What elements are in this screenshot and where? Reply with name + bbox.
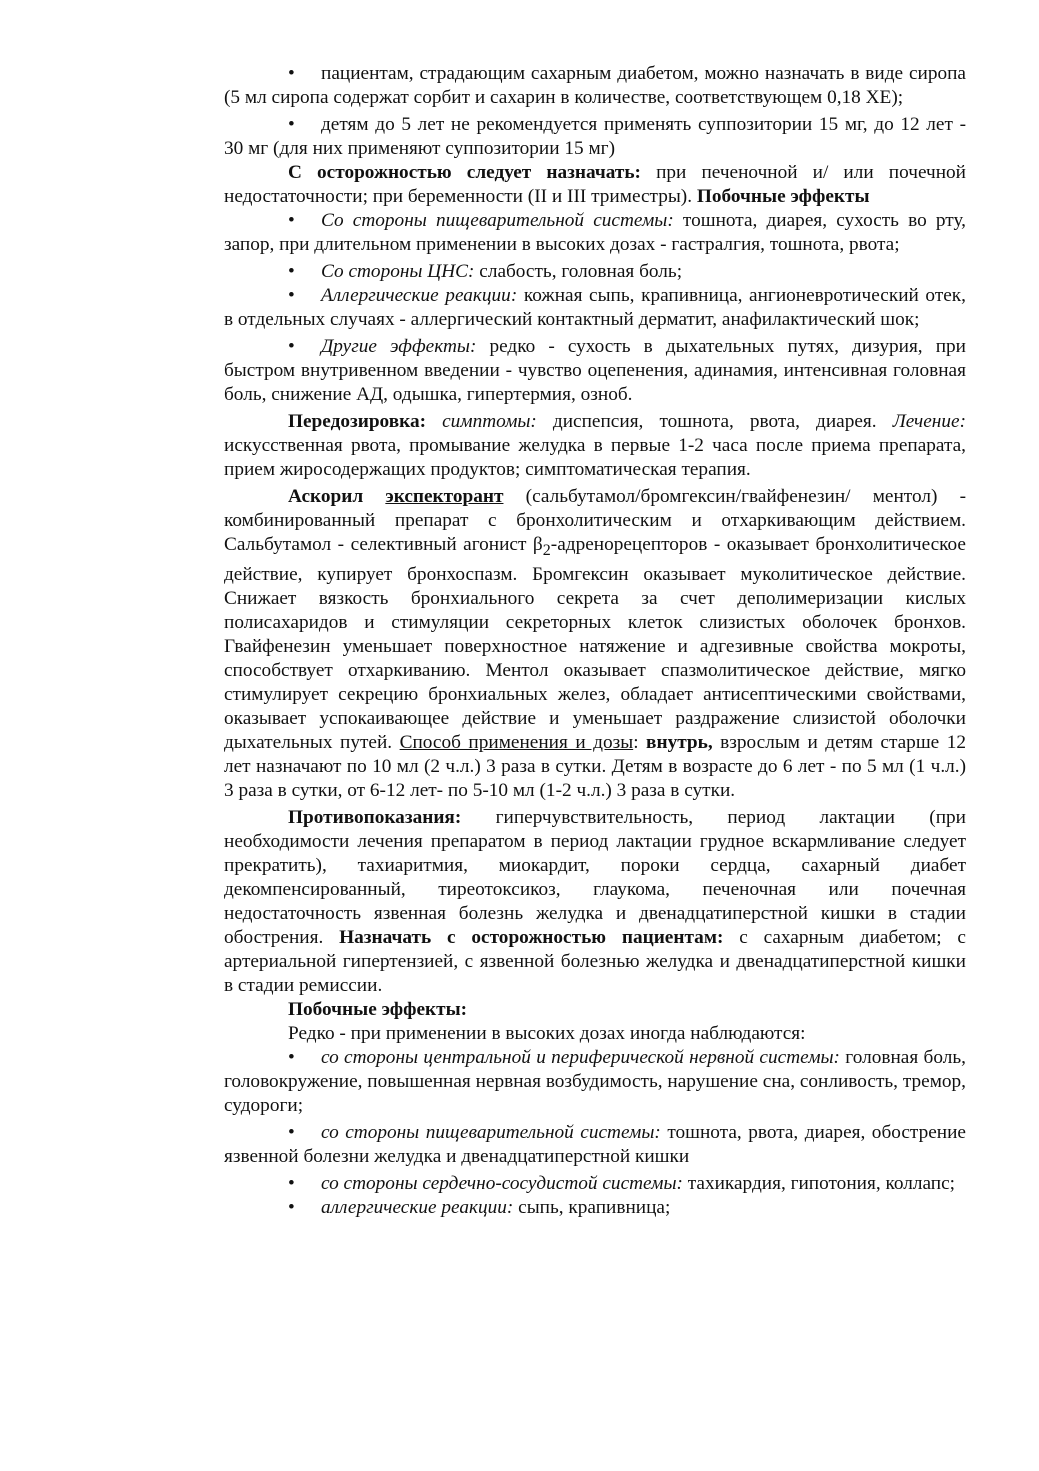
text: детям до 5 лет не рекомендуется применять суппозитории 15 мг, до 12 лет - 30 мг (для них применяют суппозитории 15 мг) [224,114,966,159]
text: взрослым и детям старше 12 лет назначают по 10 мл (2 ч.л.) 3 раза в сутки. Детям в возрасте до 6 лет - по 5 мл (1 ч.л.) 3 раза в сутки, от 6-12 лет- по 5-10 мл (1-2 ч.л.) 3 раза в сутки. [224,731,967,801]
text: тахикардия, гипотония, коллапс; [682,1172,956,1194]
bullet: • [288,1196,295,1218]
bullet: • [288,1172,295,1194]
italic-text: Аллергические реакции: [321,285,518,306]
text: -адренорецепторов - оказывает бронхолитическое действие, купирует бронхоспазм. Бромгексин оказывает муколитическое действие. Снижает вязкость бронхиального секрета за счет деполимеризации кислых полисахаридов и стимуляции секреторных клеток слизистых оболочек бронхов. Гвайфенезин уменьшает поверхностное натяжение и адгезивные свойства мокроты, способствует отхаркиванию. Ментол оказывает спазмолитическое действие, мягко стимулирует секрецию бронхиальных желез, обладает антисептическими свойствами, оказывает успокаивающее действие и уменьшает раздражение слизистой оболочки дыхательных путей. [224,534,966,753]
text: при печеночной и/ или почечной недостаточности; при беременности (II и III триместры). [224,162,967,207]
text: слабость, головная боль; [474,261,683,282]
bold-underlined-text: экспекторант [385,486,504,507]
italic-text: Лечение: [892,411,966,432]
text: кожная сыпь, крапивница, ангионевротический отек, в отдельных случаях - аллергический контактный дерматит, анафилактический шок; [224,285,966,330]
text: (сальбутамол/бромгексин/гвайфенезин/ ментол) - комбинированный препарат с бронхолитическим и отхаркивающим действием. Сальбутамол - селективный агонист β [224,486,966,555]
bullet: • [288,261,295,282]
list-item [224,1196,966,1220]
list-item [224,113,966,161]
bullet: • [288,114,295,135]
text: гиперчувствительность, период лактации (при необходимости лечения препаратом в период лактации грудное вскармливание следует прекратить), тахиаритмия, миокардит, пороки сердца, сахарный диабет декомпенсированный, тиреотоксикоз, глаукома, печеночная или почечная недостаточность язвенная болезнь желудка и двенадцатиперстной кишки в стадии обострения. [224,806,966,948]
underlined-text: Способ применения и дозы [399,731,634,753]
paragraph-caution [224,161,966,209]
text: : [633,731,647,753]
list-item [224,209,966,257]
bold-text: Побочные эффекты: [288,998,468,1020]
bold-text: С осторожностью следует назначать: [288,162,641,183]
bold-text: Аскорил [288,486,364,507]
text [426,411,442,432]
bullet: • [288,210,295,231]
italic-text: со стороны сердечно-сосудистой системы: [321,1172,683,1194]
text: тошнота, диарея, сухость во рту, запор, при длительном применении в высоких дозах - гастралгия, тошнота, рвота; [224,210,967,255]
list-item [224,1046,966,1118]
italic-text: симптомы: [442,411,537,432]
italic-text: Со стороны ЦНС: [321,261,475,282]
text: головная боль, головокружение, повышенная нервная возбудимость, нарушение сна, сонливость, тремор, судороги; [224,1046,966,1116]
bullet: • [288,1046,295,1068]
list-item [224,284,966,332]
text [363,486,385,507]
list-item [224,62,966,110]
bullet: • [288,336,295,357]
bold-text: внутрь, [646,731,713,753]
bold-text: Передозировка: [288,411,427,432]
paragraph-rarely [224,1022,966,1046]
italic-text: со стороны пищеварительной системы: [321,1121,661,1143]
paragraph-overdose [224,410,966,482]
text: искусственная рвота, промывание желудка в первые 1-2 часа после приема препарата, прием жиросодержащих продуктов; симптоматическая терапия. [224,435,966,480]
text: Редко - при применении в высоких дозах иногда наблюдаются: [288,1022,806,1044]
bullet: • [288,63,295,84]
paragraph-contraindications [224,806,966,998]
bullet: • [288,285,295,306]
heading-side-effects [224,998,966,1022]
italic-text: аллергические реакции: [321,1196,514,1218]
list-item [224,260,966,284]
text: редко - сухость в дыхательных путях, дизурия, при быстром внутривенном введении - чувство оцепенения, адинамия, интенсивная головная боль, снижение АД, одышка, гипертермия, озноб. [224,336,966,405]
list-item [224,1172,966,1196]
bold-text: Противопоказания: [288,806,462,828]
italic-text: Со стороны пищеварительной системы: [321,210,674,231]
bold-text: Побочные эффекты [696,186,870,207]
subscript: 2 [542,541,551,559]
bullet: • [288,1121,295,1143]
text: пациентам, страдающим сахарным диабетом, можно назначать в виде сиропа (5 мл сиропа содержат сорбит и сахарин в количестве, соответствующем 0,18 ХЕ); [224,63,966,108]
list-item [224,1121,966,1169]
text: диспепсия, тошнота, рвота, диарея. [536,411,893,432]
italic-text: со стороны центральной и периферической нервной системы: [321,1046,840,1068]
text: сыпь, крапивница; [513,1196,671,1218]
list-item [224,335,966,407]
text: с сахарным диабетом; с артериальной гипертензией, с язвенной болезнью желудка и двенадцатиперстной кишки в стадии ремиссии. [224,926,966,996]
text: тошнота, рвота, диарея, обострение язвенной болезни желудка и двенадцатиперстной кишки [224,1121,966,1167]
italic-text: Другие эффекты: [321,336,477,357]
paragraph-ascoril [224,485,966,803]
bold-text: Назначать с осторожностью пациентам: [339,926,724,948]
